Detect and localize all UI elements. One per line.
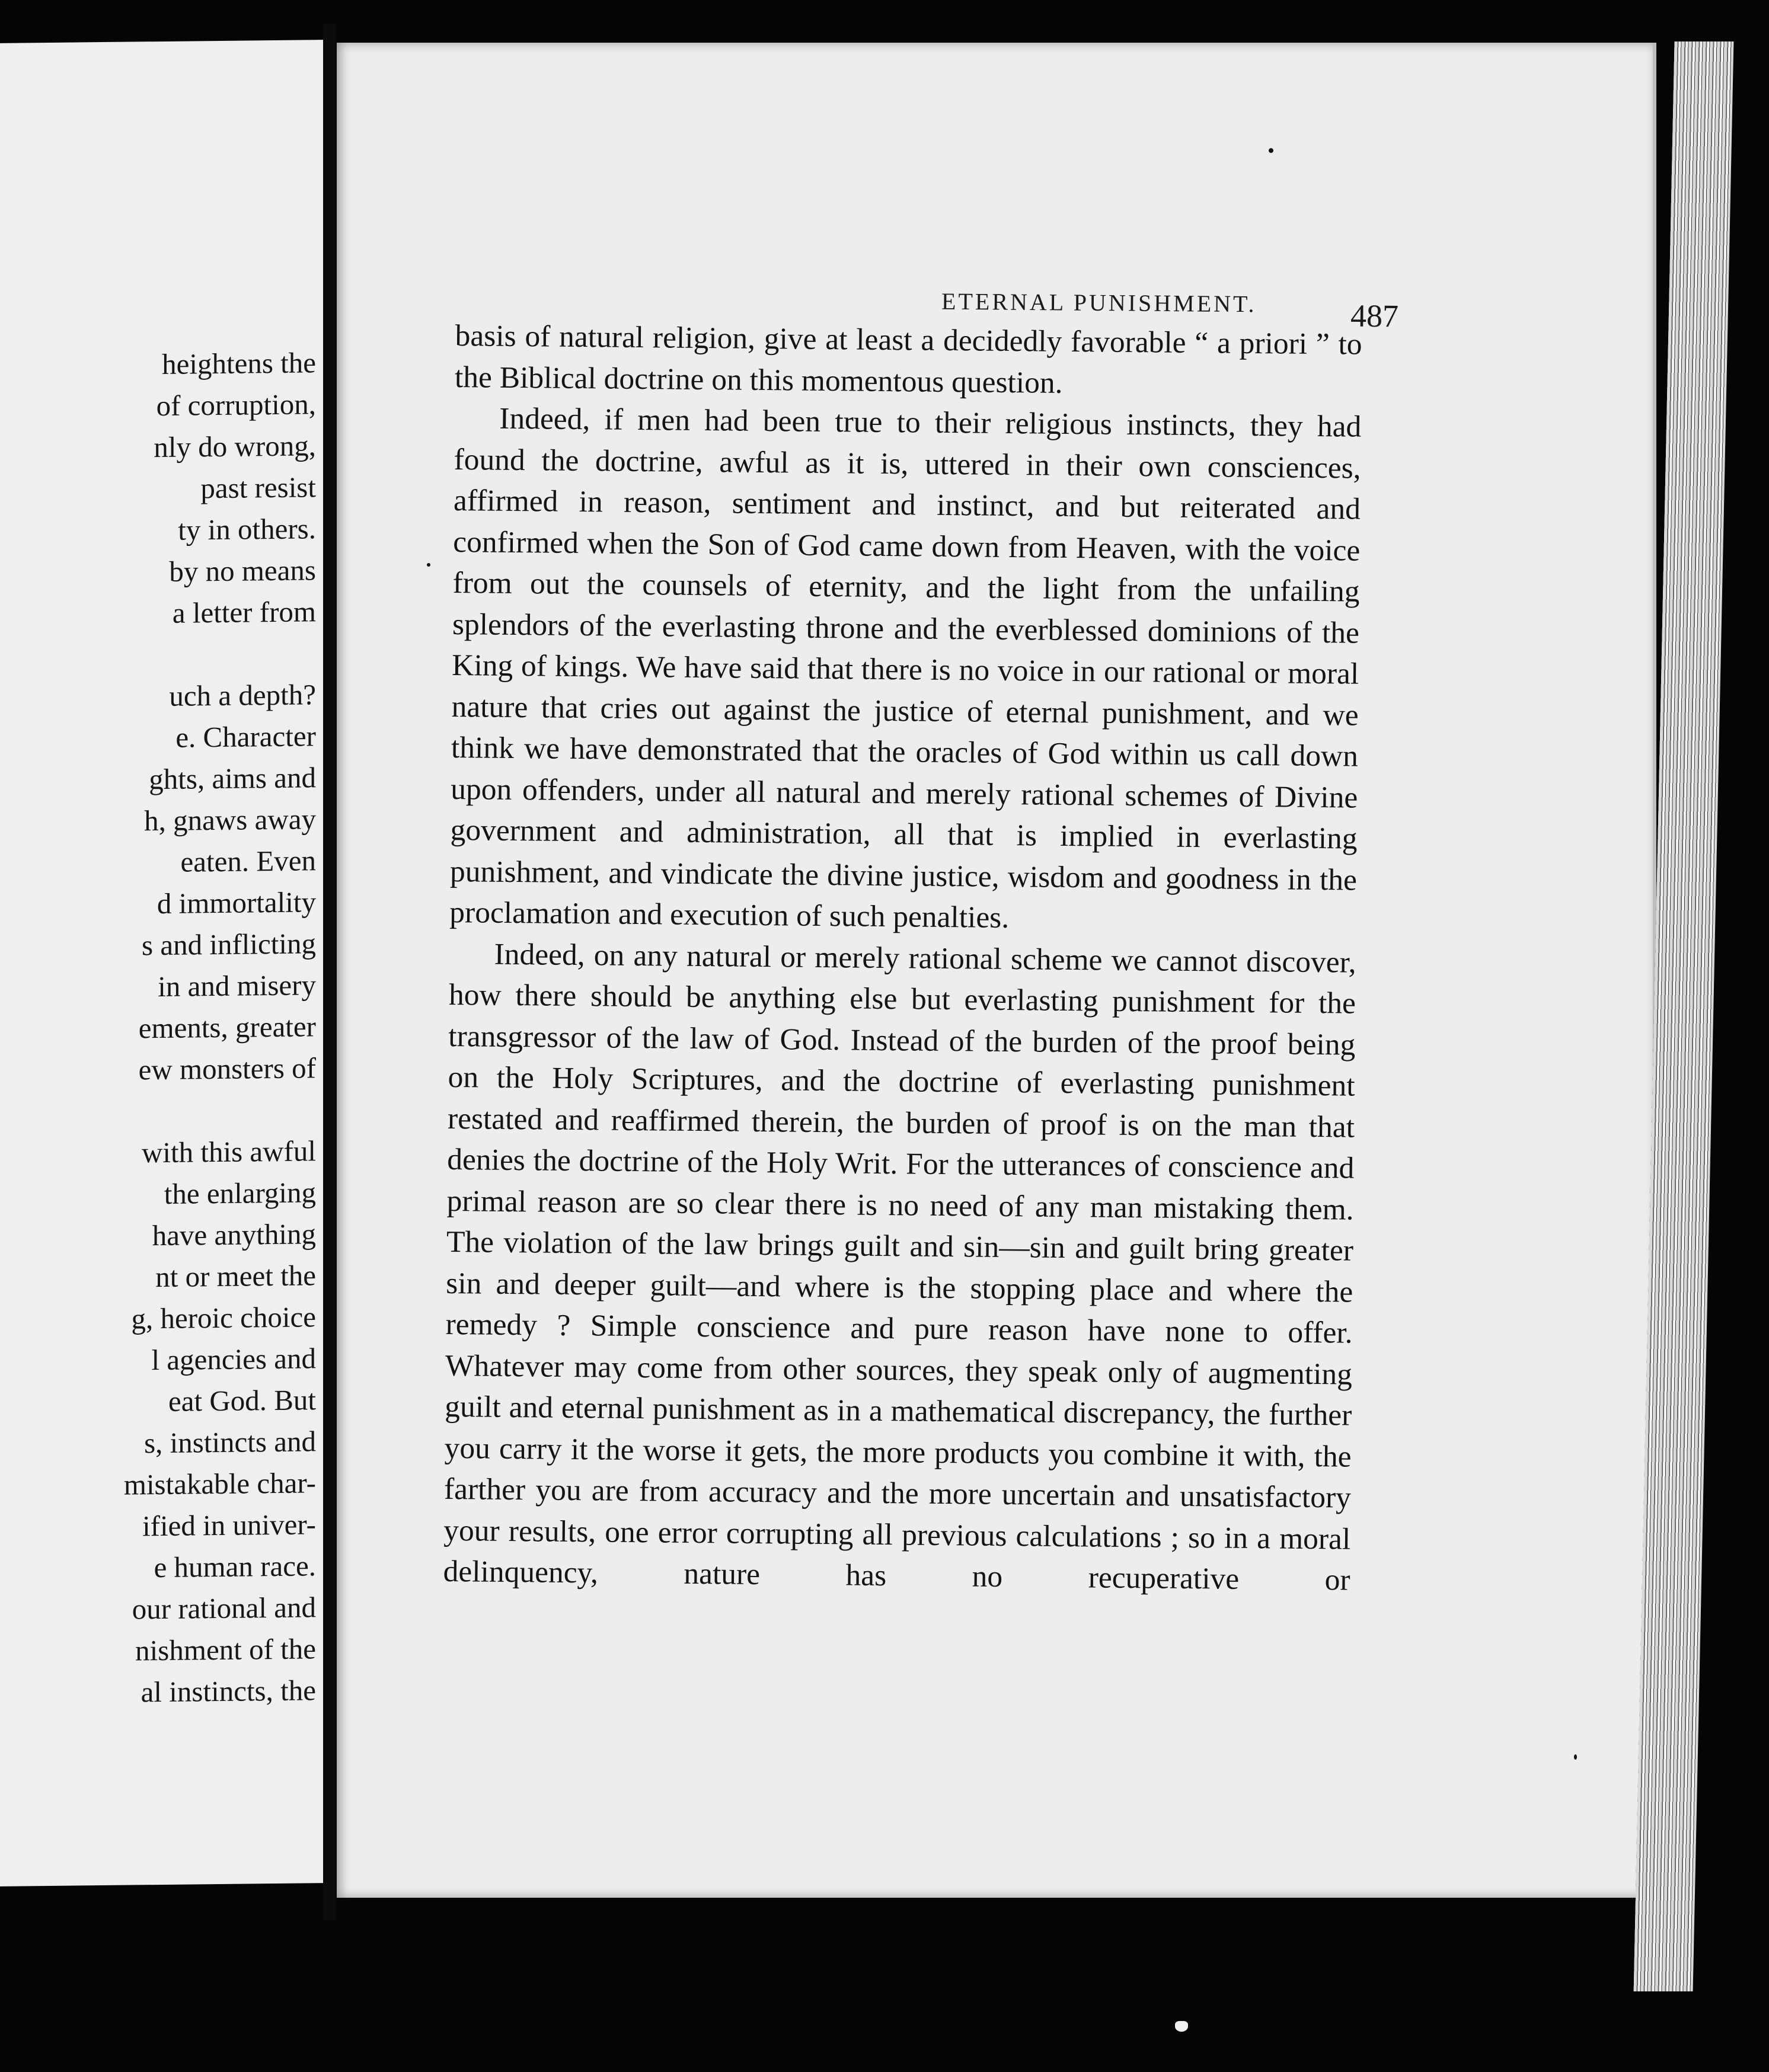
- facing-page-line: the enlarging: [164, 1176, 316, 1210]
- facing-page-line: heightens the: [162, 346, 316, 380]
- facing-page-line: s and inflicting: [142, 927, 316, 962]
- paragraph: Indeed, if men had been true to their religious instincts, they had found the doctrine, awful as it is, uttered in their own consciences, affirmed in reason, sentiment and instinct, and but reiterated and confirmed when the Son of God came down from Heaven, with the voice from out the counsels of eternity, and the light from the unfailing splendors of the everlasting throne and the everblessed dominions of the King of kings. We have said that there is no voice in our rational or moral nature that cries out against the justice of eternal punishment, and we think we have demonstrated that the oracles of God within us call down upon offenders, under all natural and merely rational schemes of Divine government and administration, all that is implied in everlasting punishment, and vindicate the divine justice, wisdom and goodness in the proclamation and execution of such penalties.: [449, 401, 1362, 935]
- facing-page-line: nt or meet the: [155, 1259, 316, 1294]
- facing-page-line: d immortality: [157, 885, 316, 920]
- facing-page-line: our rational and: [132, 1591, 316, 1626]
- scan-mark: [1175, 2021, 1188, 2032]
- body-text: [443, 315, 1362, 1601]
- running-head: ETERNAL PUNISHMENT.: [941, 287, 1257, 318]
- facing-page-line: a letter from: [172, 595, 316, 629]
- book-gutter: [323, 24, 336, 1920]
- facing-page-line: nishment of the: [135, 1632, 316, 1667]
- facing-page-line: e human race.: [154, 1549, 316, 1584]
- facing-page-line: g, heroic choice: [131, 1300, 316, 1335]
- facing-page-line: by no means: [169, 554, 316, 588]
- facing-page-line: ghts, aims and: [149, 761, 316, 796]
- paragraph-continued: basis of natural religion, give at least a decidedly favorable “ a priori ” to the Biblical doctrine on this momentous question.: [454, 318, 1362, 400]
- facing-page-line: s, instincts and: [144, 1425, 316, 1460]
- facing-page-line: of corruption,: [156, 388, 316, 423]
- facing-page-line: eaten. Even: [180, 844, 316, 878]
- page-recto: [337, 43, 1656, 1898]
- facing-page-line: have anything: [152, 1217, 316, 1252]
- facing-page-line: h, gnaws away: [144, 802, 316, 837]
- facing-page-line: ements, greater: [138, 1010, 316, 1045]
- facing-page-line: uch a depth?: [169, 678, 316, 712]
- facing-page-line: e. Character: [175, 720, 316, 754]
- facing-page-line: eat God. But: [168, 1383, 316, 1418]
- facing-page-line: nly do wrong,: [154, 429, 316, 464]
- facing-page-line: in and misery: [158, 968, 316, 1003]
- facing-page-line: l agencies and: [151, 1342, 316, 1377]
- facing-page-line: with this awful: [142, 1134, 316, 1169]
- facing-page-line: ty in others.: [178, 512, 316, 546]
- facing-page-line: mistakable char-: [123, 1466, 316, 1501]
- facing-page-line: past resist: [200, 471, 316, 505]
- page-number: 487: [1350, 298, 1399, 334]
- paragraph: Indeed, on any natural or merely rational scheme we cannot discover, how there should be anything else but everlasting punishment for the transgressor of the law of God. Instead of the burden of the proof being on the Holy Scriptures, and the doctrine of everlasting punishment restated and reaffirmed therein, the burden of proof is on the man that denies the doctrine of the Holy Writ. For the utterances of conscience and primal reason are so clear there is no need of any man mistaking them. The violation of the law brings guilt and sin—sin and guilt bring greater sin and deeper guilt—and where is the stopping place and where the remedy ? Simple conscience and pure reason have none to offer. Whatever may come from other sources, they speak only of augmenting guilt and eternal punishment as in a mathematical discrepancy, the further you carry it the worse it gets, the more products you combine it with, the farther you are from accuracy and the more uncertain and unsatisfactory your results, one error corrupting all previous calculations ; so in a moral delinquency, nature has no recuperative or: [443, 937, 1356, 1597]
- facing-page-line: al instincts, the: [141, 1674, 316, 1709]
- facing-page-line: ified in univer-: [142, 1508, 316, 1543]
- facing-page-left: [0, 40, 323, 1886]
- facing-page-line: ew monsters of: [138, 1051, 316, 1086]
